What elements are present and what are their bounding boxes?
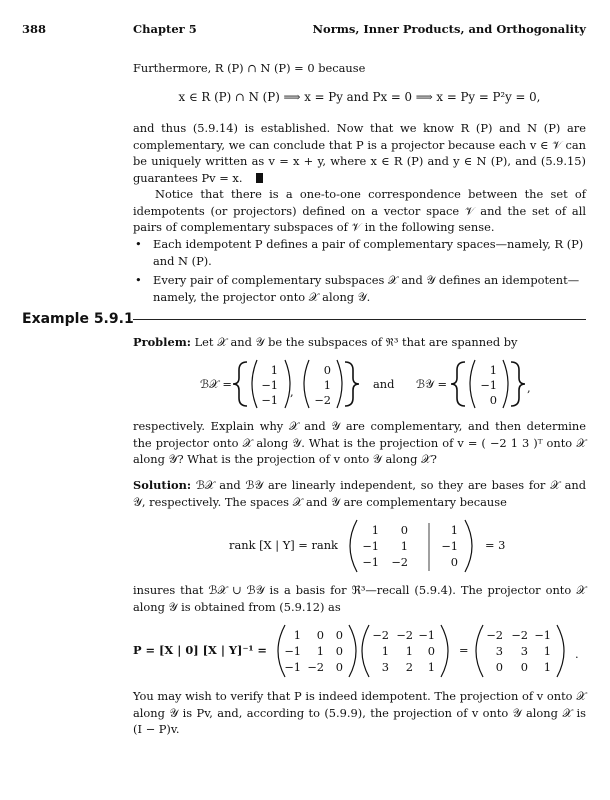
matrix-entry: 1	[400, 539, 408, 553]
vector-entry: 0	[489, 393, 497, 407]
bullet-text: Every pair of complementary subspaces 𝒳 and 𝒴 defines an idempotent—namely, the projector onto 𝒳 along 𝒴.	[153, 273, 580, 304]
matrix-entry: 0	[316, 628, 324, 642]
matrix-paren-icon	[557, 625, 564, 677]
vector-entry: 1	[270, 363, 278, 377]
vector-paren-icon	[304, 360, 309, 408]
equals-sign: =	[459, 643, 469, 657]
paragraph-correspondence: Notice that there is a one-to-one correspondence between the set of idempotents (or projectors) defined on a vector space 𝒱 and the set of all pairs of complementary subspaces of 𝒱 in the following sense.	[133, 187, 586, 235]
vector-paren-icon	[252, 360, 257, 408]
matrix-entry: 1	[427, 660, 435, 674]
matrix-entry: 0	[495, 660, 503, 674]
matrix-entry: 0	[335, 644, 343, 658]
final-paragraph: You may wish to verify that P is indeed idempotent. The projection of v onto 𝒳 along 𝒴 is Pv, and, according to (5.9.9), the projection of v onto 𝒴 along 𝒳 is (I − P)v.	[133, 689, 586, 737]
paragraph-established-text: and thus (5.9.14) is established. Now that we know R (P) and N (P) are complementary, we can conclude that P is a projector because each v ∈ 𝒱 can be uniquely written as v = x + y, where x ∈ R (P) and y ∈ N (P), and (5.9.15) guarantees Pv = x.	[133, 121, 586, 186]
rank-lhs: rank [X | Y] = rank	[229, 538, 338, 552]
solution-text: ℬ𝒳 and ℬ𝒴 are linearly independent, so they are bases for 𝒳 and 𝒴, respectively. The spaces 𝒳 and 𝒴 are complementary because	[133, 478, 587, 509]
projector-equation-figure	[133, 622, 586, 680]
vector-entry: −1	[480, 378, 497, 392]
and-word: and	[373, 377, 395, 391]
problem-statement	[133, 334, 586, 351]
matrix-entry: 0	[450, 555, 458, 569]
matrix-entry: 1	[293, 628, 301, 642]
matrix-entry: 1	[543, 644, 551, 658]
matrix-entry: −2	[391, 555, 408, 569]
bullet-dot-icon: •	[135, 237, 142, 251]
vector-entry: 1	[489, 363, 497, 377]
matrix-entry: 1	[371, 523, 379, 537]
problem-label: Problem:	[133, 335, 191, 349]
solution-statement	[133, 477, 586, 510]
vector-paren-icon	[285, 360, 290, 408]
set-close-brace-icon	[345, 362, 359, 406]
matrix-entry: −2	[372, 628, 389, 642]
vector-comma: ,	[290, 385, 294, 399]
vector-entry: −2	[314, 393, 331, 407]
trailing-period: .	[575, 647, 579, 661]
matrix-entry: 1	[543, 660, 551, 674]
matrix-paren-icon	[476, 625, 483, 677]
vector-paren-icon	[470, 360, 475, 408]
bullet-item	[133, 236, 586, 269]
matrix-entry: −1	[441, 539, 458, 553]
solution-label: Solution:	[133, 478, 192, 492]
vector-entry: 1	[323, 378, 331, 392]
matrix-entry: −2	[486, 628, 503, 642]
implication-equation: x ∈ R (P) ∩ N (P) ⟹ x = Py and Px = 0 ⟹ x = Py = P²y = 0,	[178, 90, 541, 104]
matrix-entry: 3	[495, 644, 503, 658]
matrix-entry: −1	[362, 539, 379, 553]
matrix-paren-icon	[349, 625, 356, 677]
matrix-paren-icon	[362, 625, 369, 677]
set-open-brace-icon	[451, 362, 465, 406]
matrix-entry: −1	[534, 628, 551, 642]
matrix-entry: 0	[520, 660, 528, 674]
matrix-entry: 0	[427, 644, 435, 658]
matrix-entry: 0	[400, 523, 408, 537]
paragraph-established	[133, 120, 586, 187]
matrix-entry: 3	[381, 660, 389, 674]
matrix-paren-icon	[350, 520, 357, 572]
page-number: 388	[22, 22, 47, 36]
matrix-entry: 1	[381, 644, 389, 658]
paragraph-furthermore: Furthermore, R (P) ∩ N (P) = 0 because	[133, 61, 366, 75]
vector-paren-icon	[337, 360, 342, 408]
matrix-paren-icon	[465, 520, 472, 572]
basis-sets-figure	[133, 356, 586, 412]
matrix-paren-icon	[441, 625, 448, 677]
matrix-entry: −2	[307, 660, 324, 674]
matrix-entry: 1	[316, 644, 324, 658]
matrix-entry: 3	[520, 644, 528, 658]
matrix-entry: −1	[284, 660, 301, 674]
bullet-item	[133, 272, 586, 305]
matrix-entry: 0	[335, 660, 343, 674]
vector-paren-icon	[503, 360, 508, 408]
vector-entry: 0	[323, 363, 331, 377]
set-close-brace-icon	[511, 362, 525, 406]
matrix-entry: −1	[362, 555, 379, 569]
matrix-entry: 1	[405, 644, 413, 658]
matrix-entry: 2	[405, 660, 413, 674]
example-title: Example 5.9.1	[22, 311, 134, 327]
matrix-entry: 0	[335, 628, 343, 642]
basis-y-label: ℬ𝒴 =	[416, 377, 448, 391]
matrix-entry: −2	[396, 628, 413, 642]
matrix-entry: −1	[284, 644, 301, 658]
bullet-text: Each idempotent P defines a pair of complementary spaces—namely, R (P) and N (P).	[153, 237, 584, 268]
vector-entry: −1	[261, 378, 278, 392]
qed-square-icon	[256, 173, 263, 183]
matrix-entry: −2	[511, 628, 528, 642]
rank-equation-figure	[133, 517, 586, 575]
solution-text-continued: insures that ℬ𝒳 ∪ ℬ𝒴 is a basis for ℜ³—recall (5.9.4). The projector onto 𝒳 along 𝒴 is obtained from (5.9.12) as	[133, 583, 586, 614]
vector-entry: −1	[261, 393, 278, 407]
trailing-comma: ,	[527, 381, 531, 395]
set-open-brace-icon	[233, 362, 247, 406]
projector-lhs: P = [X | 0] [X | Y]⁻¹ =	[133, 643, 267, 657]
matrix-entry: 1	[450, 523, 458, 537]
rank-rhs: = 3	[485, 538, 506, 552]
basis-x-label: ℬ𝒳 =	[200, 377, 232, 391]
problem-text: Let 𝒳 and 𝒴 be the subspaces of ℜ³ that are spanned by	[194, 335, 518, 349]
chapter-label: Chapter 5	[133, 22, 197, 36]
section-title: Norms, Inner Products, and Orthogonality	[312, 22, 586, 36]
matrix-entry: −1	[418, 628, 435, 642]
problem-text-continued: respectively. Explain why 𝒳 and 𝒴 are complementary, and then determine the projector onto 𝒳 along 𝒴. What is the projection of v = ( −2 1 3 )ᵀ onto 𝒳 along 𝒴? What is the projection of v onto 𝒴 along 𝒳?	[133, 419, 586, 467]
bullet-dot-icon: •	[135, 273, 142, 287]
example-divider	[133, 319, 586, 320]
